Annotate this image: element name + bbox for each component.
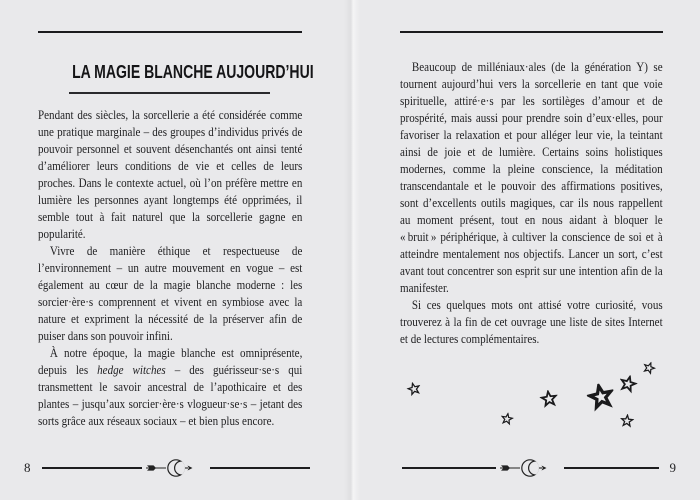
- footer-rule: [42, 467, 142, 469]
- right-page-top-rule: [400, 31, 663, 33]
- left-page-body: [38, 106, 302, 429]
- paragraph: Vivre de manière éthique et respectueuse de l’environnement – un autre mouvement en vogue – est également au cœur de la magie blanche moderne : les sorcier·ère·s comprennent et vivent en symbiose avec la nature et expriment la nécessité de la préserver afin de puiser dans son pouvoir infini.: [38, 243, 303, 343]
- left-page-footer: [24, 457, 310, 479]
- book-gutter: [344, 0, 360, 500]
- star-icon: [499, 411, 514, 426]
- star-icon: [619, 413, 634, 428]
- star-icon: [539, 389, 559, 409]
- footer-rule: [210, 467, 310, 469]
- left-page-top-rule: [38, 31, 302, 33]
- right-page-footer: [402, 457, 676, 479]
- star-icon: [641, 360, 658, 377]
- paragraph: [38, 344, 302, 429]
- italic-term: hedge witches: [97, 362, 166, 377]
- paragraph: Beaucoup de milléniaux·ales (de la génération Y) se tournent aujourd’hui vers la sorcellerie en tant que voie spirituelle, attiré·e·s par les sortilèges d’amour et de prospérité, mais aussi pour prendre soin d’eux·elles, pour favoriser la relaxation et pour alléger leur vie, la teintant ainsi de joie et de lumière. Certains soins holistiques modernes, comme la pleine conscience, la méditation transcendantale et le pouvoir des affirmations positives, sont d’excellents outils magiques, car ils nous rappellent au moment présent, tout en nous aidant à bloquer le « bruit » périphérique, à cultiver la conscience de soi et à atteindre mentalement nos objectifs. Lancer un sort, c’est avant tout concentrer son esprit sur une intention afin de la manifester.: [400, 59, 663, 295]
- star-icon: [405, 380, 422, 397]
- page-number-left: 8: [24, 460, 31, 475]
- arrow-moon-divider-icon: [499, 456, 561, 480]
- arrow-moon-divider-icon: [145, 456, 207, 480]
- page-number-right: 9: [669, 460, 676, 475]
- chapter-title-wrap: [38, 62, 314, 83]
- paragraph-text: À notre époque, la magie blanche est omniprésente, depuis les: [38, 345, 303, 377]
- paragraph-text: – des guérisseur·se·s qui transmettent le savoir ancestral de l’apothicaire et des plantes – jusqu’aux sorcier·ère·s vlogueur·se·s – jetant des sorts grâce aux réseaux sociaux – et bien plus encore.: [38, 362, 303, 428]
- footer-rule: [402, 467, 496, 469]
- star-icon: [585, 381, 617, 413]
- footer-rule: [564, 467, 658, 469]
- paragraph: Pendant des siècles, la sorcellerie a été considérée comme une pratique marginale – des groupes d’individus privés de pouvoir personnel et souvent désenchantés ont ainsi tenté d’améliorer leurs conditions de vie et celles de leurs proches. Dans le contexte actuel, où l’on préfère mettre en lumière les personnes ayant longtemps été opprimées, il semble tout à fait naturel que la sorcellerie gagne en popularité.: [38, 107, 303, 241]
- star-icon: [617, 373, 639, 395]
- paragraph: Si ces quelques mots ont attisé votre curiosité, vous trouverez à la fin de cet ouvrage une liste de sites Internet et de lectures complémentaires.: [400, 297, 663, 346]
- chapter-title-rule: [69, 92, 270, 94]
- chapter-title: LA MAGIE BLANCHE AUJOURD’HUI: [72, 62, 314, 82]
- right-page-body: [400, 58, 663, 347]
